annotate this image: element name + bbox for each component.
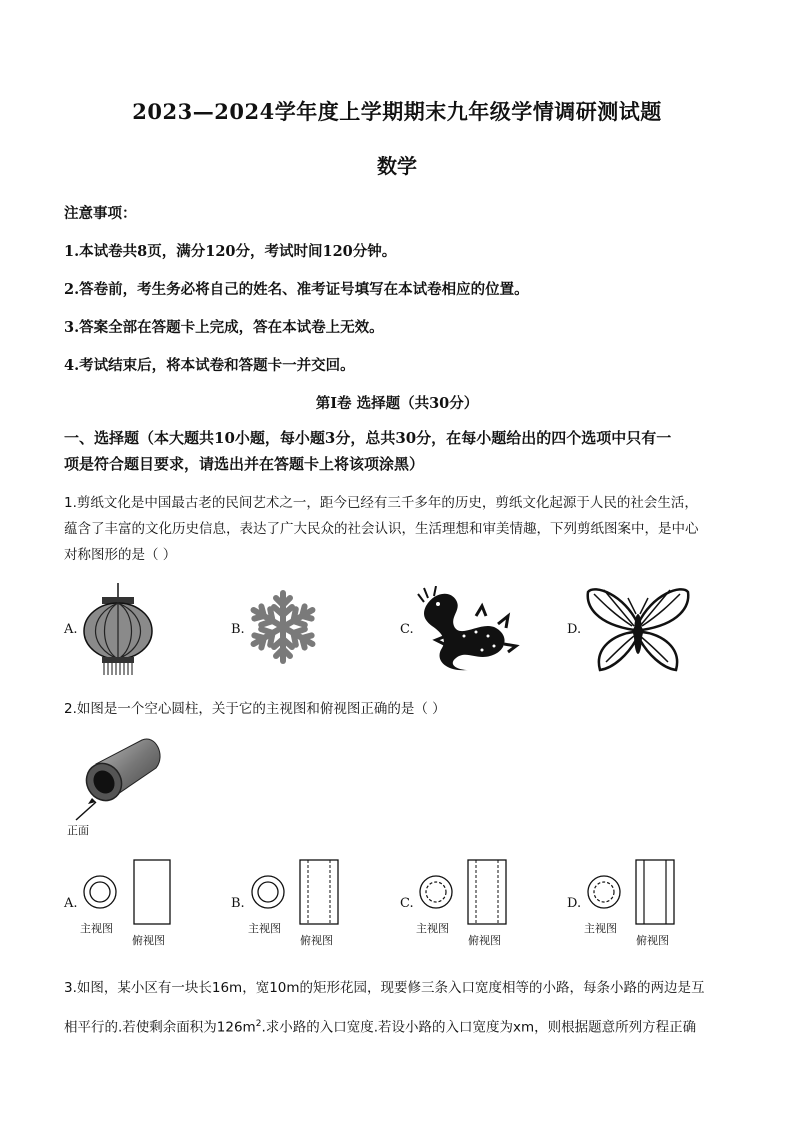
question-3-stem: [64, 970, 732, 1046]
main-view-label: 主视图: [584, 922, 617, 935]
note-item: 3.答案全部在答题卡上完成，答在本试卷上无效。: [64, 319, 384, 336]
main-view-label: 主视图: [80, 922, 113, 935]
question-line: [64, 1006, 732, 1046]
q2-option-b-label: B.: [231, 896, 245, 911]
snowflake-image: [246, 588, 320, 666]
butterfly-image: [584, 584, 692, 674]
question-line: 对称图形的是（ ）: [64, 547, 177, 563]
main-view-label: 主视图: [416, 922, 449, 935]
dragon-image: [416, 586, 520, 672]
exam-title: 2023—2024学年度上学期期末九年级学情调研测试题: [132, 99, 662, 124]
q2-option-c-label: C.: [400, 896, 414, 911]
subject-title: 数学: [377, 154, 417, 178]
option-d-label: D.: [567, 622, 582, 637]
section-line: 一、选择题（本大题共10小题，每小题3分，总共30分，在每小题给出的四个选项中只有一: [64, 429, 672, 447]
lantern-image: [80, 583, 156, 675]
note-item: 1.本试卷共8页，满分120分，考试时间120分钟。: [64, 243, 397, 260]
front-label: 正面: [67, 824, 89, 837]
question-line: 3.如图，某小区有一块长16m，宽10m的矩形花园，现要修三条入口宽度相等的小路，每条小路的两边是互: [64, 980, 705, 996]
option-a-label: A.: [64, 622, 78, 637]
question-line: 1.剪纸文化是中国最古老的民间艺术之一，距今已经有三千多年的历史，剪纸文化起源于人民的社会生活，: [64, 495, 698, 511]
top-view-label: 俯视图: [132, 934, 165, 947]
main-view-label: 主视图: [248, 922, 281, 935]
section-line: 项是符合题目要求，请选出并在答题卡上将该项涂黑）: [64, 455, 425, 473]
q2-option-b-views: [248, 858, 348, 926]
option-c-label: C.: [400, 622, 414, 637]
note-item: 2.答卷前，考生务必将自己的姓名、准考证号填写在本试卷相应的位置。: [64, 281, 529, 298]
section-instructions: [64, 425, 734, 477]
q2-option-d-label: D.: [567, 896, 582, 911]
question-2-stem: 2.如图是一个空心圆柱，关于它的主视图和俯视图正确的是（ ）: [64, 701, 446, 717]
question-text: .求小路的入口宽度.若设小路的入口宽度为xm，则根据题意所列方程正确: [261, 1019, 697, 1036]
top-view-label: 俯视图: [468, 934, 501, 947]
q2-option-a-views: [80, 858, 180, 926]
note-item: 4.考试结束后，将本试卷和答题卡一并交回。: [64, 357, 355, 374]
top-view-label: 俯视图: [300, 934, 333, 947]
top-view-label: 俯视图: [636, 934, 669, 947]
q2-option-c-views: [416, 858, 516, 926]
superscript: 2: [255, 1019, 262, 1029]
hollow-cylinder-figure: [66, 736, 166, 828]
option-b-label: B.: [231, 622, 245, 637]
question-text: 相平行的.若使剩余面积为126m: [64, 1019, 256, 1036]
q2-option-d-views: [584, 858, 684, 926]
question-line: 蕴含了丰富的文化历史信息，表达了广大民众的社会认识，生活理想和审美情趣，下列剪纸图案中，是中心: [64, 521, 699, 537]
q2-option-a-label: A.: [64, 896, 78, 911]
question-1-stem: [64, 490, 732, 568]
part-title: 第Ⅰ卷 选择题（共30分）: [315, 395, 479, 412]
notes-heading: 注意事项：: [64, 205, 137, 222]
